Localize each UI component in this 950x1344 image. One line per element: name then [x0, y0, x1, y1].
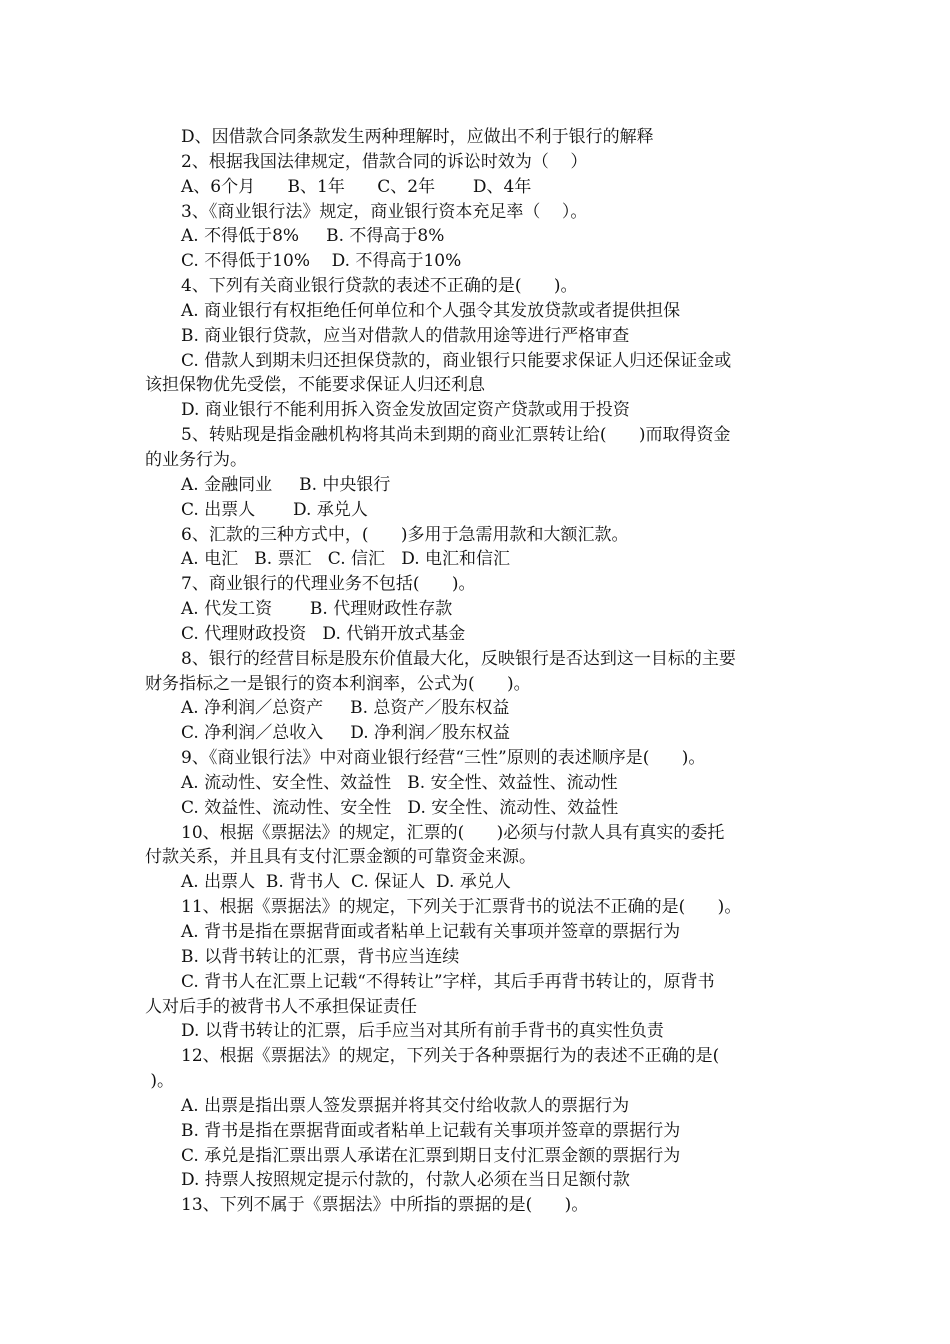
text-line: D. 以背书转让的汇票，后手应当对其所有前手背书的真实性负责 — [181, 1021, 664, 1042]
text-line: 7、商业银行的代理业务不包括( )。 — [181, 574, 476, 595]
text-line: C. 代理财政投资 D. 代销开放式基金 — [181, 623, 466, 644]
text-line: D. 持票人按照规定提示付款的，付款人必须在当日足额付款 — [181, 1170, 630, 1191]
text-line: B. 以背书转让的汇票，背书应当连续 — [181, 946, 460, 967]
text-line: C. 效益性、流动性、安全性 D. 安全性、流动性、效益性 — [181, 797, 619, 818]
text-line: 5、转贴现是指金融机构将其尚未到期的商业汇票转让给( )而取得资金 — [181, 425, 731, 446]
text-line: 该担保物优先受偿，不能要求保证人归还利息 — [145, 375, 485, 396]
text-line: 付款关系，并且具有支付汇票金额的可靠资金来源。 — [145, 847, 536, 868]
text-line: C. 不得低于10% D. 不得高于10% — [181, 251, 462, 272]
text-line: C. 净利润／总收入 D. 净利润／股东权益 — [181, 723, 511, 744]
text-line: A. 净利润／总资产 B. 总资产／股东权益 — [181, 698, 510, 719]
text-line: A. 背书是指在票据背面或者粘单上记载有关事项并签章的票据行为 — [181, 922, 681, 942]
text-line: 的业务行为。 — [145, 449, 247, 470]
text-line: 10、根据《票据法》的规定，汇票的( )必须与付款人具有真实的委托 — [181, 822, 725, 843]
text-line: A. 流动性、安全性、效益性 B. 安全性、效益性、流动性 — [181, 772, 618, 793]
text-line: A. 出票是指出票人签发票据并将其交付给收款人的票据行为 — [181, 1095, 630, 1116]
text-line: 12、根据《票据法》的规定，下列关于各种票据行为的表述不正确的是( — [181, 1046, 720, 1067]
text-line: 13、下列不属于《票据法》中所指的票据的是( )。 — [181, 1195, 589, 1216]
text-line: 8、银行的经营目标是股东价值最大化，反映银行是否达到这一目标的主要 — [181, 648, 736, 669]
text-line: B. 背书是指在票据背面或者粘单上记载有关事项并签章的票据行为 — [181, 1120, 681, 1141]
text-line: 11、根据《票据法》的规定，下列关于汇票背书的说法不正确的是( )。 — [181, 897, 742, 918]
text-line: )。 — [145, 1071, 175, 1092]
text-line: A、6个月 B、1年 C、2年 D、4年 — [181, 176, 532, 197]
text-line: 9、《商业银行法》中对商业银行经营“三性”原则的表述顺序是( )。 — [181, 748, 706, 769]
text-line: D. 商业银行不能利用拆入资金发放固定资产贷款或用于投资 — [181, 400, 630, 421]
text-line: C. 出票人 D. 承兑人 — [181, 499, 368, 520]
text-line: A. 不得低于8% B. 不得高于8% — [181, 226, 445, 247]
text-line: 人对后手的被背书人不承担保证责任 — [145, 996, 417, 1017]
text-line: B. 商业银行贷款，应当对借款人的借款用途等进行严格审查 — [181, 325, 630, 346]
text-line: D、因借款合同条款发生两种理解时，应做出不利于银行的解释 — [181, 127, 654, 147]
text-line: A. 代发工资 B. 代理财政性存款 — [181, 599, 453, 620]
document-body — [145, 125, 810, 1218]
text-line: A. 金融同业 B. 中央银行 — [181, 474, 391, 495]
text-line: C. 背书人在汇票上记载“不得转让”字样，其后手再背书转让的，原背书 — [181, 971, 715, 992]
text-line: A. 出票人 B. 背书人 C. 保证人 D. 承兑人 — [181, 872, 511, 893]
text-line: A. 电汇 B. 票汇 C. 信汇 D. 电汇和信汇 — [181, 549, 511, 570]
text-line: 2、根据我国法律规定，借款合同的诉讼时效为（ ） — [181, 151, 588, 172]
text-line: 4、下列有关商业银行贷款的表述不正确的是( )。 — [181, 276, 578, 297]
text-line: A. 商业银行有权拒绝任何单位和个人强令其发放贷款或者提供担保 — [181, 300, 681, 321]
text-line: 财务指标之一是银行的资本利润率，公式为( )。 — [145, 673, 531, 694]
text-line: 6、汇款的三种方式中，( )多用于急需用款和大额汇款。 — [181, 524, 629, 545]
text-line: C. 借款人到期未归还担保贷款的，商业银行只能要求保证人归还保证金或 — [181, 350, 732, 371]
text-line: 3、《商业银行法》规定，商业银行资本充足率（ ）。 — [181, 201, 588, 222]
text-line: C. 承兑是指汇票出票人承诺在汇票到期日支付汇票金额的票据行为 — [181, 1145, 681, 1166]
